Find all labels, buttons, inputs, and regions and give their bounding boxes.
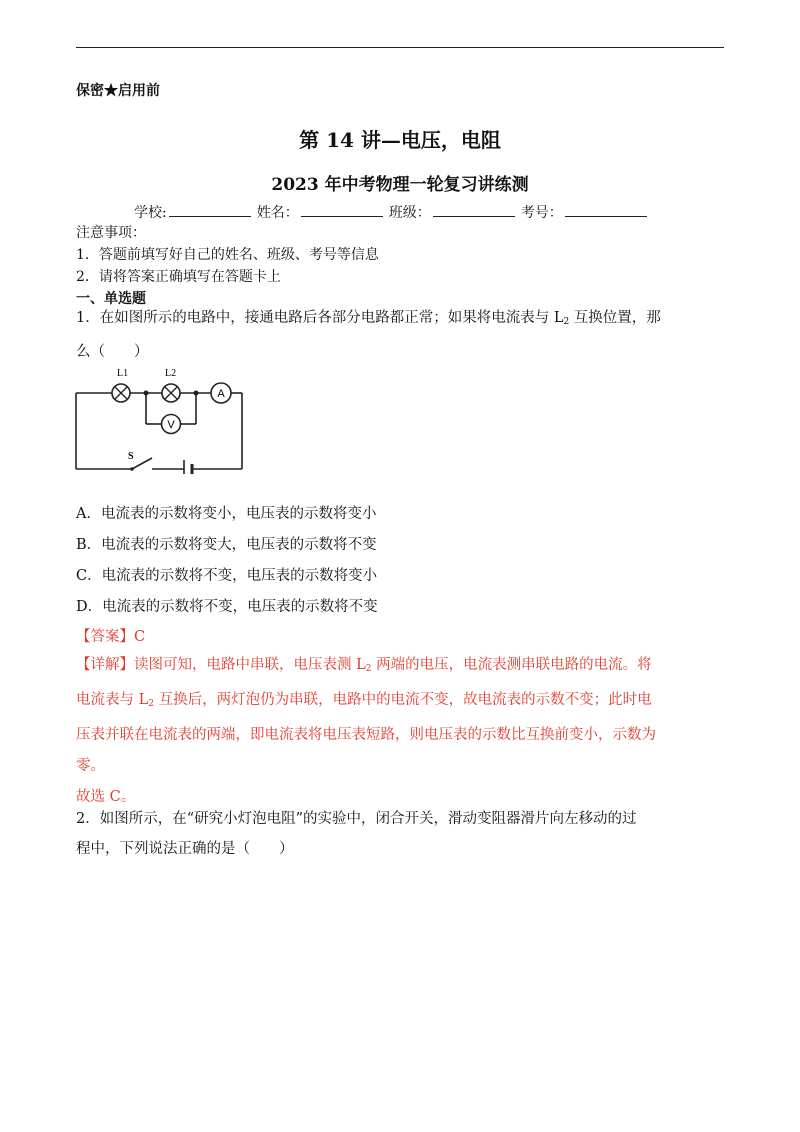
question-2-stem [76, 804, 726, 864]
detail-1a: 读图可知，电路中串联，电压表测 L [134, 657, 366, 673]
q2-line-2: 程中，下列说法正确的是（ ） [76, 841, 294, 857]
page-subtitle: 2023 年中考物理一轮复习讲练测 [271, 175, 529, 195]
page-title: 第 14 讲—电压，电阻 [299, 128, 501, 152]
school-field[interactable] [134, 202, 251, 222]
junction-left [144, 391, 149, 396]
detail-2a: 电流表与 L [76, 692, 149, 708]
voltmeter-icon [162, 415, 181, 434]
class-field[interactable] [389, 202, 515, 222]
notice-heading: 注意事项： [76, 225, 146, 241]
conclusion: 故选 C。 [76, 789, 136, 805]
q2-line-1: 2．如图所示，在“研究小灯泡电阻”的实验中，闭合开关，滑动变阻器滑片向左移动的过 [76, 811, 637, 827]
detail-tag: 【详解】 [76, 657, 134, 673]
ammeter-label: A [217, 388, 225, 400]
q1-stem-c: 么（ ） [76, 344, 149, 360]
option-b[interactable]: B．电流表的示数将变大，电压表的示数将不变 [76, 537, 377, 553]
lamp-1-icon [112, 368, 130, 402]
notice-item-1: 1．答题前填写好自己的姓名、班级、考号等信息 [76, 247, 379, 263]
school-label: 学校: [134, 205, 167, 221]
q1-stem-a: 1．在如图所示的电路中，接通电路后各部分电路都正常；如果将电流表与 L [76, 310, 564, 326]
detail-1b: 两端的电压，电流表测串联电路的电流。将 [371, 657, 652, 673]
class-label: 班级： [388, 205, 431, 221]
name-label: 姓名： [256, 205, 299, 221]
circuit-diagram [72, 362, 252, 474]
section-heading: 一、单选题 [76, 291, 146, 307]
detail-1-sub: 2 [365, 664, 372, 674]
question-1-stem [76, 303, 726, 367]
secret-label: 保密★启用前 [76, 83, 160, 99]
ammeter-icon [211, 383, 231, 403]
detail-4: 零。 [76, 758, 105, 774]
answer-line: 【答案】C [76, 629, 146, 645]
q1-stem-sub: 2 [563, 317, 570, 327]
exam-number-label: 考号： [520, 205, 563, 221]
name-blank[interactable] [301, 202, 383, 217]
option-c[interactable]: C．电流表的示数将不变，电压表的示数将变小 [76, 568, 378, 584]
explanation [76, 650, 726, 813]
school-blank[interactable] [169, 202, 251, 217]
header-rule [76, 47, 724, 48]
detail-2b: 互换后，两灯泡仍为串联，电路中的电流不变，故电流表的示数不变；此时电 [153, 692, 652, 708]
option-a[interactable]: A．电流表的示数将变小，电压表的示数将变小 [76, 506, 377, 522]
voltmeter-label: V [167, 419, 175, 431]
student-info-fields [134, 202, 653, 222]
exam-number-field[interactable] [521, 202, 647, 222]
exam-number-blank[interactable] [565, 202, 647, 217]
option-d[interactable]: D．电流表的示数将不变，电压表的示数将不变 [76, 599, 378, 615]
detail-3: 压表并联在电流表的两端，即电流表将电压表短路，则电压表的示数比互换前变小，示数为 [76, 727, 656, 743]
lamp-2-label: L2 [165, 368, 177, 379]
notice-item-2: 2．请将答案正确填写在答题卡上 [76, 269, 281, 285]
switch-label: S [128, 451, 134, 462]
name-field[interactable] [257, 202, 383, 222]
lamp-1-label: L1 [117, 368, 129, 379]
detail-2-sub: 2 [148, 699, 154, 709]
lamp-2-icon [162, 368, 180, 402]
junction-right [194, 391, 199, 396]
q1-stem-b: 互换位置，那 [569, 310, 661, 326]
switch-icon [128, 451, 134, 471]
class-blank[interactable] [433, 202, 515, 217]
